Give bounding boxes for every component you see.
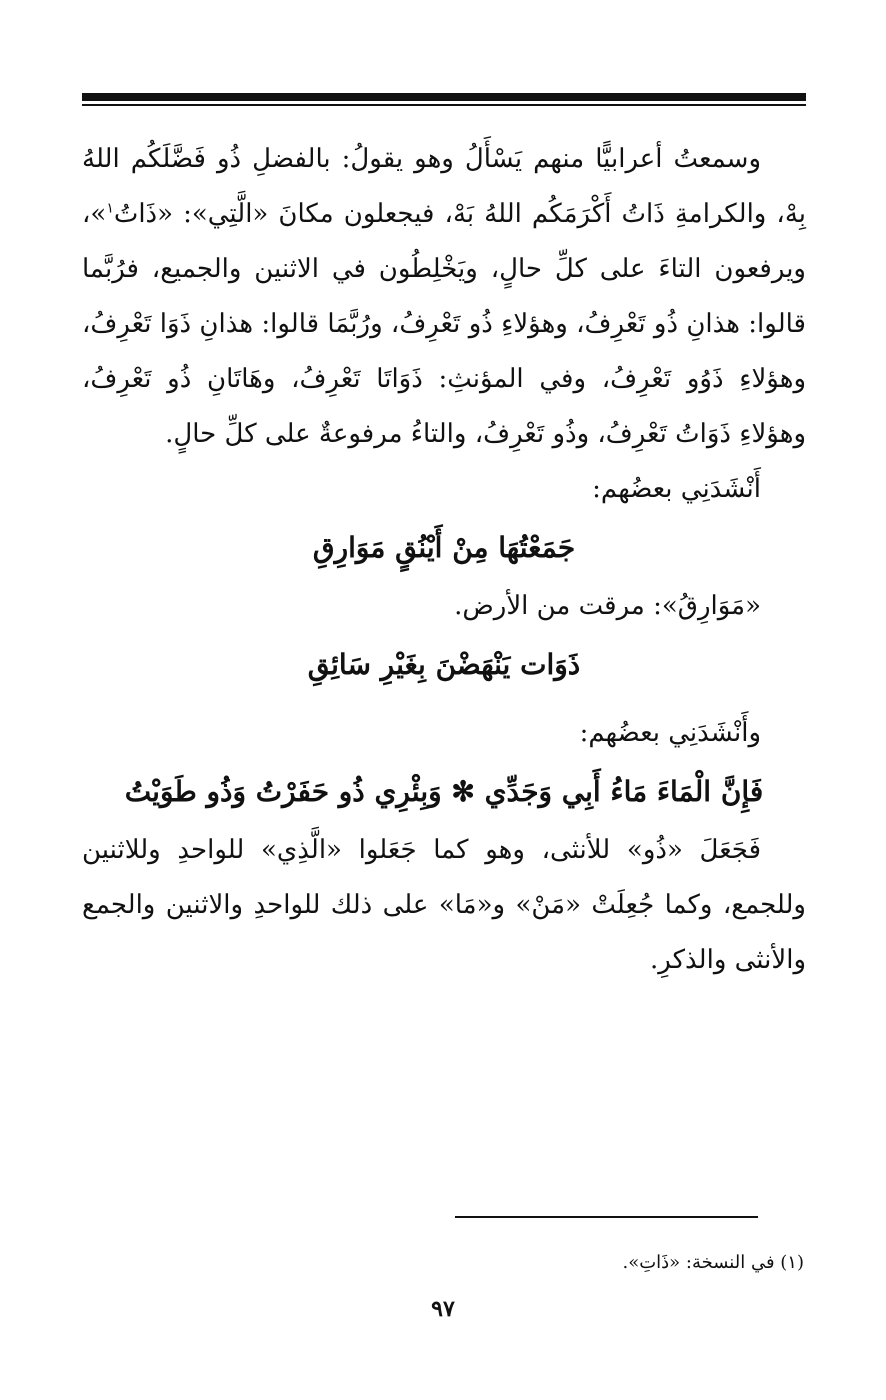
spacer bbox=[82, 696, 806, 706]
verse-1a: جَمَعْتُهَا مِنْ أَيْنُقٍ مَوَارِقِ bbox=[312, 531, 576, 564]
footnote: (١) في النسخة: «ذَاتِ». bbox=[622, 1252, 804, 1273]
header-rule-thick bbox=[82, 93, 806, 101]
footnote-marker[interactable]: ١ bbox=[106, 200, 114, 217]
page-body bbox=[82, 132, 806, 988]
page-number: ٩٧ bbox=[431, 1296, 455, 1322]
poem-intro-1: أَنْشَدَنِي بعضُهم: bbox=[592, 474, 761, 504]
paragraph-main-part-2: »، ويرفعون التاءَ على كلِّ حالٍ، ويَخْلِطُون في الاثنين والجميع، فرُبَّما قالوا: هذانِ ذُو تَعْرِفُ، وهؤلاءِ ذُو تَعْرِفُ، ورُبَّمَا قالوا: هذانِ ذَوَا تَعْرِفُ، وهؤلاءِ ذَوُو تَعْرِفُ، وفي المؤنثِ: ذَوَاتَا تَعْرِفُ، وهَاتَانِ ذُو تَعْرِفُ، وهؤلاءِ ذَوَاتُ تَعْرِفُ، وذُو تَعْرِفُ، والتاءُ مرفوعةٌ على كلِّ حالٍ. bbox=[82, 199, 806, 449]
paragraph-closing: فَجَعَلَ «ذُو» للأنثى، وهو كما جَعَلوا «الَّذِي» للواحدِ وللاثنين وللجمع، وكما جُعِلَتْ «مَنْ» و«مَا» على ذلك للواحدِ والاثنين والجمع والأنثى والذكرِ. bbox=[82, 835, 806, 975]
verse-1b: ذَوَات يَنْهَضْنَ بِغَيْرِ سَائِقِ bbox=[307, 648, 581, 681]
gloss-line: «مَوَارِقُ»: مرقت من الأرض. bbox=[454, 591, 761, 621]
paragraph-main-part-1: وسمعتُ أعرابيًّا منهم يَسْأَلُ وهو يقولُ: بالفضلِ ذُو فَضَّلَكُم اللهُ بِهْ، والكرامةِ ذَاتُ أَكْرَمَكُم اللهُ بَهْ، فيجعلون مكانَ «الَّتِي»: «ذَاتُ bbox=[82, 144, 806, 229]
paragraph-main bbox=[82, 132, 806, 462]
footnote-rule bbox=[455, 1216, 758, 1218]
poem-intro-2: وأَنْشَدَنِي بعضُهم: bbox=[579, 718, 761, 748]
verse-2: فَإِنَّ الْمَاءَ مَاءُ أَبِي وَجَدِّي ✻ وَبِئْرِي ذُو حَفَرْتُ وَذُو طَوَيْتُ bbox=[124, 775, 764, 808]
header-rule-thin bbox=[82, 104, 806, 106]
